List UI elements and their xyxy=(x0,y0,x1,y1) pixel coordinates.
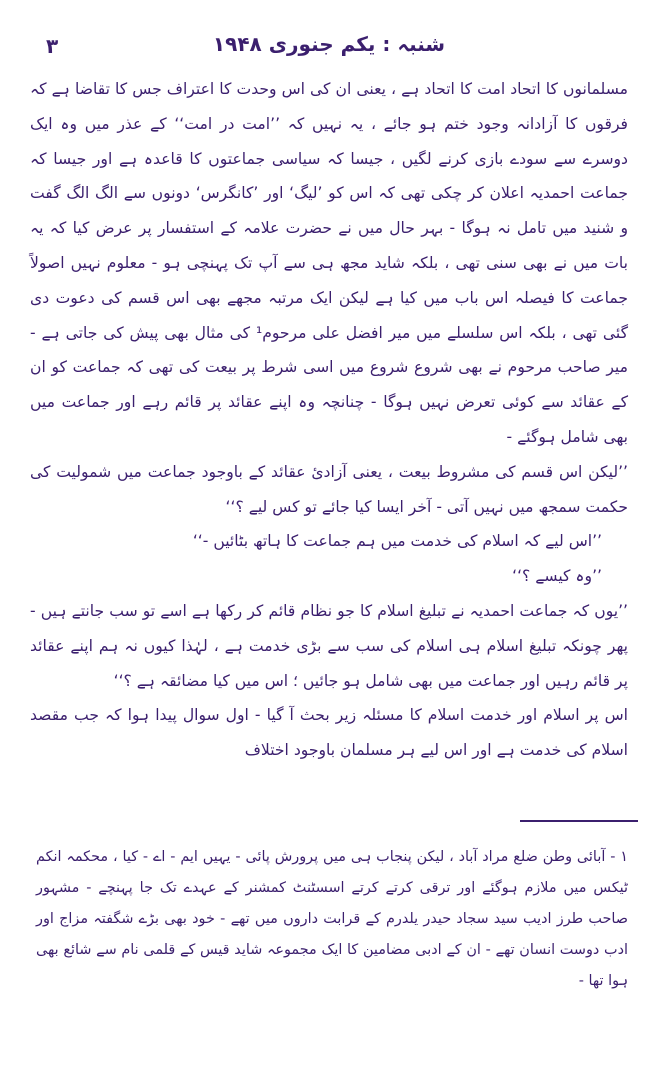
page-number: ۳ xyxy=(46,34,59,58)
body-text xyxy=(30,72,628,768)
footnote-separator xyxy=(520,820,638,822)
paragraph: ’’لیکن اس قسم کی مشروط بیعت ، یعنی آزادیٔ عقائد کے باوجود جماعت میں شمولیت کی حکمت سمجھ میں نہیں آتی - آخر ایسا کیا جائے تو کس لیے ؟‘‘ xyxy=(30,462,628,516)
quoted-line: ’’اس لیے کہ اسلام کی خدمت میں ہم جماعت کا ہاتھ بٹائیں -‘‘ xyxy=(192,532,602,551)
running-head: شنبہ : یکم جنوری ۱۹۴۸ xyxy=(212,32,446,56)
paragraph: ’’یوں کہ جماعت احمدیہ نے تبلیغ اسلام کا جو نظام قائم کر رکھا ہے اسے تو سب جانتے ہیں - پھر چونکہ تبلیغ اسلام ہی اسلام کی سب سے بڑی خدمت ہے ، لہٰذا کیوں نہ ہم اپنے عقائد پر قائم رہیں اور جماعت میں بھی شامل ہو جائیں ؛ اس میں کیا مضائقہ ہے ؟‘‘ xyxy=(30,601,628,690)
paragraph: اس پر اسلام اور خدمت اسلام کا مسئلہ زیر بحث آ گیا - اول سوال پیدا ہوا کہ جب مقصد اسلام کی خدمت ہے اور اس لیے ہر مسلمان باوجود اختلاف xyxy=(30,706,628,760)
footnote: ۱ - آبائی وطن ضلع مراد آباد ، لیکن پنجاب ہی میں پرورش پائی - یہیں ایم - اے - کیا ، محکمہ انکم ٹیکس میں ملازم ہوگئے اور ترقی کرتے کرتے اسسٹنٹ کمشنر کے عہدے تک جا پہنچے - مشہور صاحب طرز ادیب سید سجاد حیدر یلدرم کے قرابت داروں میں تھے - خود بھی بڑے شگفتہ مزاج اور ادب دوست انسان تھے - ان کے ادبی مضامین کا ایک مجموعہ شاید قیس کے قلمی نام سے شائع بھی ہوا تھا - xyxy=(36,849,628,989)
quoted-line: ’’وہ کیسے ؟‘‘ xyxy=(512,567,602,586)
paragraph: مسلمانوں کا اتحاد امت کا اتحاد ہے ، یعنی ان کی اس وحدت کا اعتراف جس کا تقاضا ہے کہ فرقوں کا آزادانہ وجود ختم ہو جائے ، یہ نہیں کہ ’’امت در امت‘‘ کے عذر میں وہ ایک دوسرے سے سودے بازی کرنے لگیں ، جیسا کہ سیاسی جماعتوں کا قاعدہ ہے اور جیسا کہ جماعت احمدیہ اعلان کر چکی تھی کہ اس کو ’لیگ‘ اور ’کانگرس‘ دونوں سے الگ الگ گفت و شنید میں تامل نہ ہوگا - بہر حال میں نے حضرت علامہ کے استفسار پر عرض کیا کہ یہ بات میں نے بھی سنی تھی ، بلکہ شاید مجھ ہی سے آپ تک پہنچی ہو - معلوم نہیں اصولاً جماعت کا فیصلہ اس باب میں کیا ہے لیکن ایک مرتبہ مجھے بھی اس قسم کی دعوت دی گئی تھی ، بلکہ اس سلسلے میں میر افضل علی مرحوم¹ کی مثال بھی پیش کی جاتی ہے - میر صاحب مرحوم نے بھی شروع شروع میں اسی شرط پر بیعت کی تھی کہ جماعت کو ان کے عقائد سے کوئی تعرض نہیں ہوگا - چنانچہ وہ اپنے عقائد پر قائم رہے اور جماعت میں بھی شامل ہوگئے - xyxy=(30,80,629,446)
page-header xyxy=(40,32,618,66)
